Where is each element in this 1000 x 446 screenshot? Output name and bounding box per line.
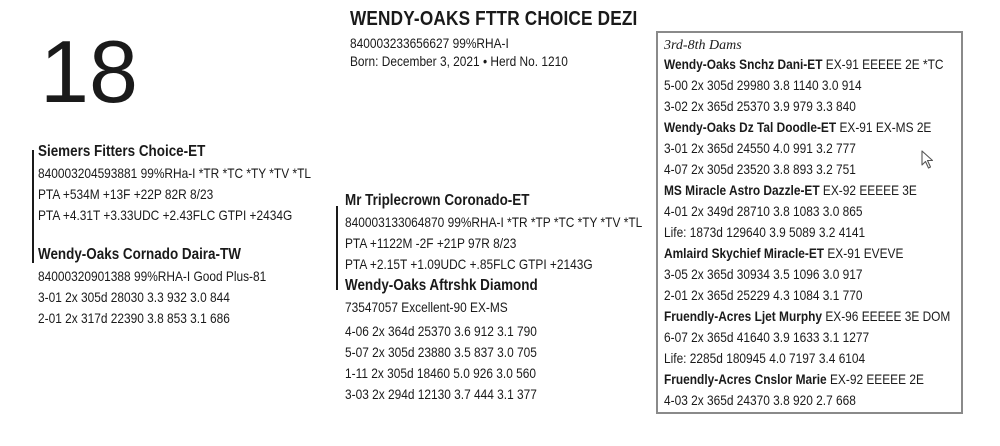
dam-entry-name: [664, 243, 950, 264]
dam-name: Wendy-Oaks Cornado Daira-TW: [38, 246, 241, 263]
maternal-granddam-record: 3-03 2x 294d 12130 3.7 444 3.1 377: [345, 386, 537, 402]
dam-name: Fruendly-Acres Cnslor Marie: [664, 371, 827, 387]
sire-pta-line: PTA +4.31T +3.33UDC +2.43FLC GTPI +2434G: [38, 207, 293, 223]
dam-name: Fruendly-Acres Ljet Murphy: [664, 308, 823, 324]
mgs-bracket-line: [336, 206, 338, 290]
maternal-granddam-record: 4-06 2x 364d 25370 3.6 912 3.1 790: [345, 323, 537, 339]
maternal-grandsire-pta-line: PTA +1122M -2F +21P 97R 8/23: [345, 235, 517, 251]
dam-name: Amlaird Skychief Miracle-ET: [664, 245, 825, 261]
dam-name: MS Miracle Astro Dazzle-ET: [664, 182, 820, 198]
dam-score: EX-91 EEEEE 2E *TC: [825, 56, 944, 72]
maternal-granddam-name: Wendy-Oaks Aftrshk Diamond: [345, 277, 538, 294]
dam-entry-name: [664, 180, 950, 201]
dams-box: [656, 31, 963, 414]
dam-record: Life: 2285d 180945 4.0 7197 3.4 6104: [664, 350, 866, 366]
dam-record: 2-01 2x 317d 22390 3.8 853 3.1 686: [38, 310, 230, 326]
maternal-grandsire-pta-line: PTA +2.15T +1.09UDC +.85FLC GTPI +2143G: [345, 256, 593, 272]
dam-record: 3-05 2x 365d 30934 3.5 1096 3.0 917: [664, 266, 863, 282]
maternal-granddam-record: 5-07 2x 305d 23880 3.5 837 3.0 705: [345, 344, 537, 360]
dam-entry-name: [664, 306, 950, 327]
dam-record: 3-01 2x 365d 24550 4.0 991 3.2 777: [664, 140, 856, 156]
dam-entry-name: [664, 117, 950, 138]
maternal-grandsire-block: [345, 190, 695, 275]
animal-name: WENDY-OAKS FTTR CHOICE DEZI: [350, 8, 638, 30]
mouse-cursor-icon: [921, 150, 935, 170]
dams-box-content: [664, 38, 1000, 411]
dam-record: 4-03 2x 365d 24370 3.8 920 2.7 668: [664, 392, 856, 408]
sire-name: Siemers Fitters Choice-ET: [38, 143, 206, 160]
sire-bracket-line: [32, 150, 34, 263]
dam-record: Life: 1873d 129640 3.9 5089 3.2 4141: [664, 224, 866, 240]
sire-pta-line: PTA +534M +13F +22P 82R 8/23: [38, 186, 214, 202]
maternal-granddam-block: [345, 275, 574, 405]
maternal-granddam-record: 1-11 2x 305d 18460 5.0 926 3.0 560: [345, 365, 537, 381]
dam-score: EX-96 EEEEE 3E DOM: [825, 308, 951, 324]
sire-block: [38, 141, 359, 226]
dam-id-line: 84000320901388 99%RHA-I Good Plus-81: [38, 268, 267, 284]
dams-box-header: 3rd-8th Dams: [664, 38, 742, 53]
maternal-granddam-id-line: 73547057 Excellent-90 EX-MS: [345, 299, 508, 315]
dam-score: EX-91 EX-MS 2E: [839, 119, 932, 135]
dam-entry-name: [664, 369, 950, 390]
dam-entry-name: [664, 54, 950, 75]
animal-born-line: Born: December 3, 2021 • Herd No. 1210: [350, 53, 568, 69]
dam-record: 4-01 2x 349d 28710 3.8 1083 3.0 865: [664, 203, 863, 219]
dam-score: EX-91 EVEVE: [827, 245, 904, 261]
dam-record: 6-07 2x 365d 41640 3.9 1633 3.1 1277: [664, 329, 870, 345]
lot-number: 18: [40, 22, 138, 121]
dam-block: [38, 244, 307, 329]
dam-name: Wendy-Oaks Snchz Dani-ET: [664, 56, 823, 72]
maternal-grandsire-id-line: 840003133064870 99%RHA-I *TR *TP *TC *TY *TV *TL: [345, 214, 643, 230]
dam-score: EX-92 EEEEE 2E: [829, 371, 924, 387]
dam-record: 4-07 2x 305d 23520 3.8 893 3.2 751: [664, 161, 856, 177]
dam-score: EX-92 EEEEE 3E: [822, 182, 917, 198]
dam-record: 3-01 2x 305d 28030 3.3 932 3.0 844: [38, 289, 230, 305]
sire-id-line: 840003204593881 99%RHa-I *TR *TC *TY *TV *TL: [38, 165, 311, 181]
dam-record: 3-02 2x 365d 25370 3.9 979 3.3 840: [664, 98, 856, 114]
maternal-grandsire-name: Mr Triplecrown Coronado-ET: [345, 192, 530, 209]
dam-record: 2-01 2x 365d 25229 4.3 1084 3.1 770: [664, 287, 863, 303]
animal-id-line: 840003233656627 99%RHA-I: [350, 35, 509, 51]
dam-record: 5-00 2x 305d 29980 3.8 1140 3.0 914: [664, 77, 862, 93]
dam-name: Wendy-Oaks Dz Tal Doodle-ET: [664, 119, 837, 135]
